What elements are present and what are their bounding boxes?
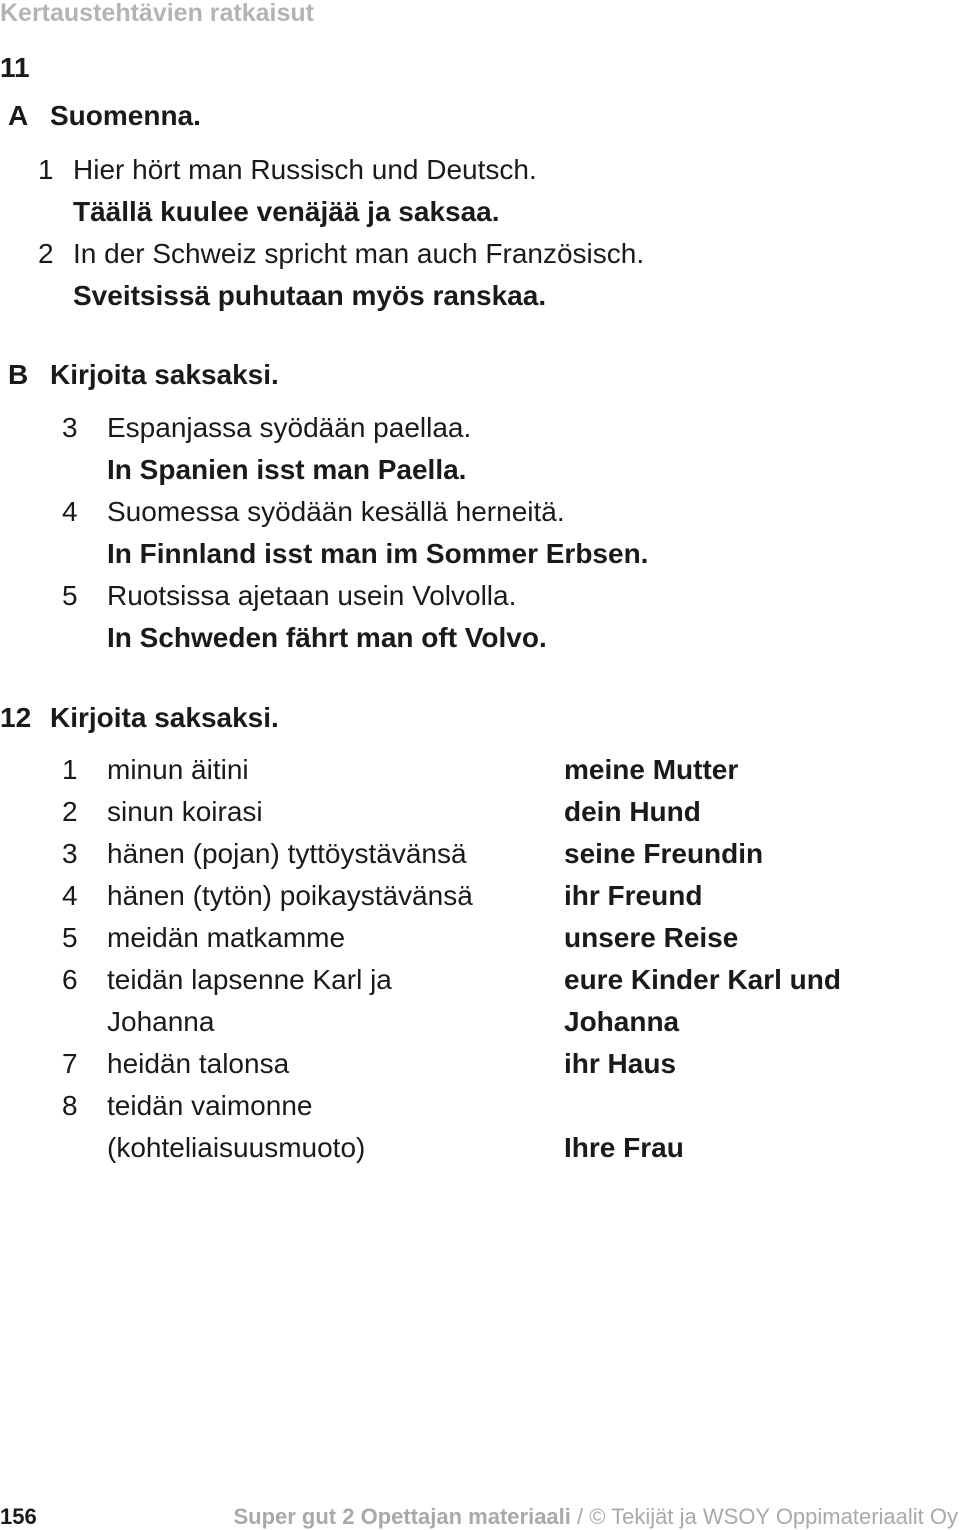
item-number: 1 (38, 154, 54, 185)
item-number: 4 (62, 496, 78, 527)
exercise-12-instruction: Kirjoita saksaksi. (50, 702, 279, 733)
part-a-letter: A (8, 100, 29, 131)
item-number: 5 (62, 922, 78, 953)
item-prompt: hänen (tytön) poikaystävänsä (107, 880, 473, 911)
book-title: Super gut 2 Opettajan materiaali (233, 1504, 571, 1529)
item-number: 5 (62, 580, 78, 611)
item-number: 6 (62, 964, 78, 995)
item-prompt: Espanjassa syödään paellaa. (107, 412, 472, 443)
item-answer: ihr Haus (564, 1048, 677, 1079)
footer-credit (233, 1504, 958, 1530)
page-number: 156 (0, 1504, 37, 1529)
item-answer: In Spanien isst man Paella. (107, 454, 467, 485)
item-prompt: Suomessa syödään kesällä herneitä. (107, 496, 565, 527)
exercise-12-number: 12 (0, 702, 32, 733)
item-number: 7 (62, 1048, 78, 1079)
item-answer: Täällä kuulee venäjää ja saksaa. (73, 196, 500, 227)
footer-separator: / (570, 1504, 590, 1529)
item-number: 8 (62, 1090, 78, 1121)
part-b-instruction: Kirjoita saksaksi. (50, 359, 279, 390)
item-prompt: teidän lapsenne Karl ja (107, 964, 392, 995)
running-title: Kertaustehtävien ratkaisut (0, 0, 315, 27)
item-answer: Sveitsissä puhutaan myös ranskaa. (73, 280, 547, 311)
part-a-instruction: Suomenna. (50, 100, 201, 131)
item-prompt: Hier hört man Russisch und Deutsch. (73, 154, 537, 185)
item-prompt-continuation: (kohteliaisuusmuoto) (107, 1132, 366, 1163)
item-number: 1 (62, 754, 78, 785)
item-number: 2 (62, 796, 78, 827)
item-answer: Ihre Frau (564, 1132, 684, 1163)
item-number: 3 (62, 412, 78, 443)
item-answer: seine Freundin (564, 838, 764, 869)
exercise-11-number: 11 (0, 52, 30, 83)
copyright-text: © Tekijät ja WSOY Oppimateriaalit Oy (589, 1504, 958, 1529)
item-answer: eure Kinder Karl und (564, 964, 841, 995)
item-prompt-continuation: Johanna (107, 1006, 215, 1037)
item-prompt: hänen (pojan) tyttöystävänsä (107, 838, 467, 869)
item-prompt: sinun koirasi (107, 796, 263, 827)
item-number: 2 (38, 238, 54, 269)
item-prompt: Ruotsissa ajetaan usein Volvolla. (107, 580, 517, 611)
item-prompt: In der Schweiz spricht man auch Französisch. (73, 238, 645, 269)
item-prompt: teidän vaimonne (107, 1090, 313, 1121)
item-prompt: heidän talonsa (107, 1048, 290, 1079)
item-prompt: minun äitini (107, 754, 249, 785)
item-answer: meine Mutter (564, 754, 739, 785)
item-answer: ihr Freund (564, 880, 703, 911)
item-number: 3 (62, 838, 78, 869)
item-number: 4 (62, 880, 78, 911)
item-answer-continuation: Johanna (564, 1006, 680, 1037)
item-answer: dein Hund (564, 796, 701, 827)
item-answer: In Finnland isst man im Sommer Erbsen. (107, 538, 649, 569)
item-prompt: meidän matkamme (107, 922, 346, 953)
part-b-letter: B (8, 359, 29, 390)
item-answer: unsere Reise (564, 922, 739, 953)
item-answer: In Schweden fährt man oft Volvo. (107, 622, 547, 653)
